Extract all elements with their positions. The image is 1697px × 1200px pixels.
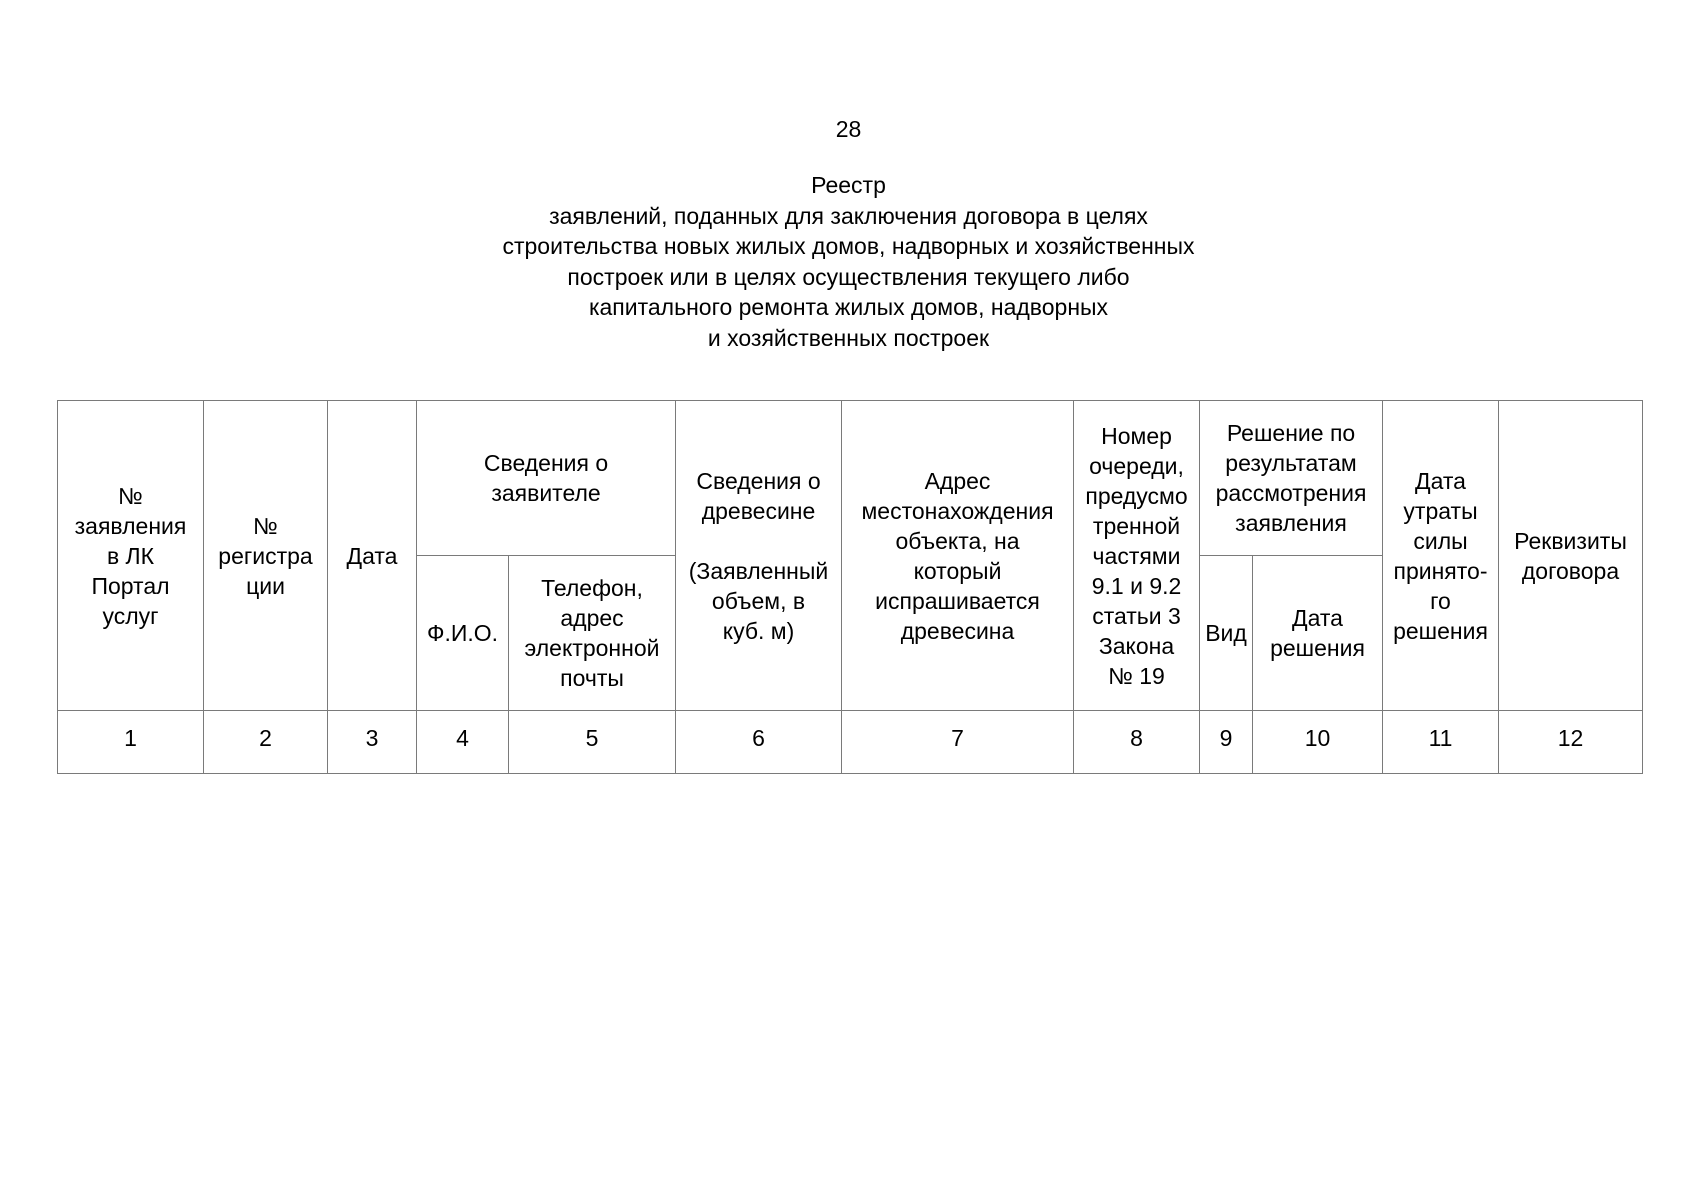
column-number: 7 (842, 711, 1074, 774)
title-line: и хозяйственных построек (707, 324, 990, 351)
header-wood-info: Сведения о древесине (Заявленный объем, в куб. м) (676, 401, 842, 711)
title-line: капитального ремонта жилых домов, надворных (588, 294, 1109, 320)
header-decision-date: Дата решения (1253, 556, 1383, 711)
header-reg-number: № регистра ции (204, 401, 328, 711)
column-number: 8 (1074, 711, 1200, 774)
header-queue: Номер очереди, предусмо тренной частями 9.1 и 9.2 статьи 3 Закона № 19 (1074, 401, 1200, 711)
column-number: 12 (1499, 711, 1643, 774)
header-decision-type: Вид (1200, 556, 1253, 711)
title-line: строительства новых жилых домов, надворных и хозяйственных (502, 233, 1195, 259)
column-number: 11 (1383, 711, 1499, 774)
header-decision: Решение по результатам рассмотрения заявления (1200, 401, 1383, 556)
column-number: 9 (1200, 711, 1253, 774)
title-line: Реестр (811, 172, 886, 198)
column-number: 2 (204, 711, 328, 774)
column-number: 4 (417, 711, 509, 774)
page-number: 28 (835, 116, 862, 142)
column-number: 10 (1253, 711, 1383, 774)
column-number-row (58, 711, 1643, 774)
header-fio: Ф.И.О. (417, 556, 509, 711)
title-line: построек или в целях осуществления текущего либо (567, 263, 1130, 290)
title-line: заявлений, поданных для заключения договора в целях (549, 202, 1148, 229)
registry-table (57, 400, 1643, 774)
document-title (0, 170, 1697, 353)
column-number: 1 (58, 711, 204, 774)
header-date: Дата (328, 401, 417, 711)
header-loss-date: Дата утраты силы принято- го решения (1383, 401, 1499, 711)
header-applicant-info: Сведения о заявителе (417, 401, 676, 556)
header-address: Адрес местонахождения объекта, на который испрашивается древесина (842, 401, 1074, 711)
column-number: 6 (676, 711, 842, 774)
column-number: 5 (509, 711, 676, 774)
column-number: 3 (328, 711, 417, 774)
header-contacts: Телефон, адрес электронной почты (509, 556, 676, 711)
header-contract-details: Реквизиты договора (1499, 401, 1643, 711)
header-row (58, 401, 1643, 556)
header-app-number: № заявления в ЛК Портал услуг (58, 401, 204, 711)
